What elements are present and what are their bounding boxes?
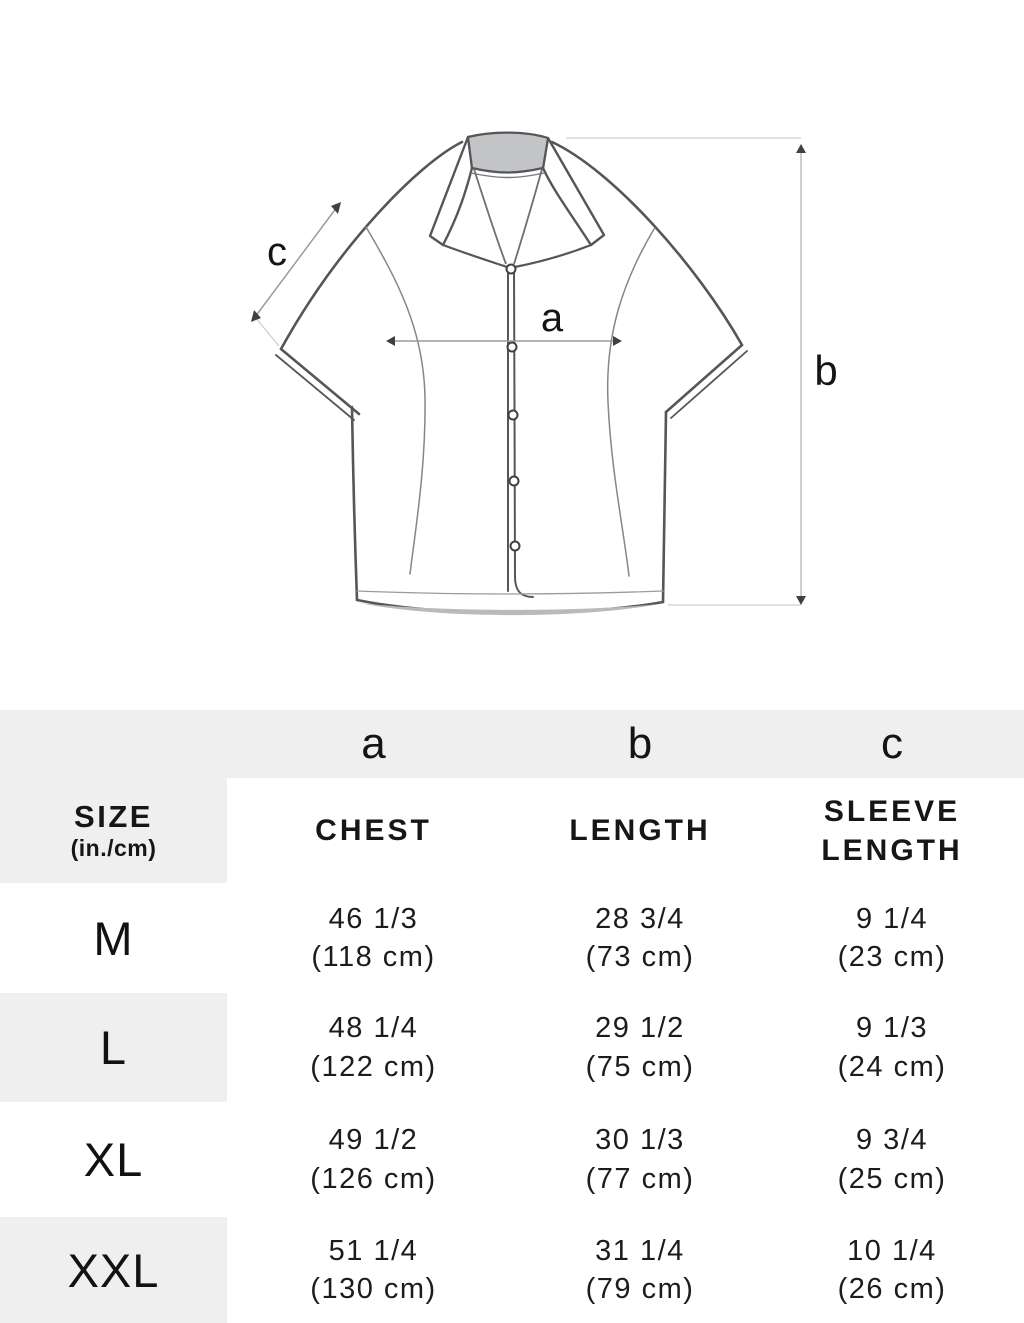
collar-stand-seam [471, 173, 544, 178]
chest-header-cell [227, 778, 520, 883]
sleeve-cm: (24 cm) [837, 1050, 947, 1083]
chest-inches: 48 1/4 [328, 1012, 419, 1045]
chest-cm: (130 cm) [310, 1273, 437, 1305]
left-armhole-seam [366, 227, 425, 574]
button-1 [507, 265, 516, 274]
length-inches: 28 3/4 [595, 902, 685, 935]
diagram-label-b: b [814, 347, 838, 394]
button-2 [508, 343, 517, 352]
size-header-unit: (in./cm) [70, 834, 157, 861]
sleeve-cm: (23 cm) [837, 941, 947, 973]
sleeve-inches: 9 1/3 [856, 1012, 928, 1045]
table-row-xxl [0, 1217, 1024, 1323]
size-cell [0, 883, 227, 993]
chest-cell [227, 883, 520, 993]
length-header-label: LENGTH [569, 814, 711, 847]
chest-cm: (126 cm) [310, 1162, 437, 1195]
sleeve-inches: 9 3/4 [856, 1124, 928, 1157]
sleeve-header-label: SLEEVE LENGTH [821, 794, 963, 867]
sleeve-extension-line [255, 317, 279, 346]
sleeve-cell [760, 883, 1024, 993]
chest-inches: 49 1/2 [328, 1124, 419, 1157]
right-sleeve-cuff [666, 345, 742, 412]
hem-shadow [359, 603, 660, 615]
measure-b-arrow-bottom [796, 596, 806, 605]
size-label: L [99, 1021, 128, 1074]
size-header-cell [0, 778, 227, 883]
measure-b-arrow-top [796, 144, 806, 153]
table-row-xl [0, 1102, 1024, 1217]
table-row-l [0, 993, 1024, 1102]
length-inches: 30 1/3 [595, 1124, 685, 1157]
letter-header-empty [0, 710, 227, 778]
size-header-title: SIZE [74, 798, 153, 834]
length-cell [520, 1102, 760, 1217]
size-cell [0, 1217, 227, 1323]
collar-band [468, 133, 548, 173]
chest-inches: 51 1/4 [328, 1234, 419, 1267]
button-5 [511, 542, 520, 551]
size-label: XL [83, 1133, 144, 1186]
column-header-row [0, 778, 1024, 883]
button-3 [509, 411, 518, 420]
right-sleeve-outer-edge [552, 142, 742, 345]
measure-a-arrow-left [386, 336, 395, 346]
button-4 [510, 477, 519, 486]
left-body-edge [352, 407, 357, 600]
chest-cell [227, 993, 520, 1102]
length-header-cell [520, 778, 760, 883]
chest-header-label: CHEST [315, 814, 432, 847]
length-cm: (77 cm) [585, 1162, 695, 1195]
size-cell [0, 1102, 227, 1217]
left-neckline [474, 169, 506, 264]
length-cell [520, 1217, 760, 1323]
left-sleeve-cuff-hem [276, 355, 354, 420]
right-neckline [514, 169, 542, 264]
left-collar-flap [430, 137, 472, 245]
table-row-m [0, 883, 1024, 993]
size-chart-table [0, 710, 1024, 1323]
sleeve-header-cell [760, 778, 1024, 883]
size-label: XXL [67, 1243, 160, 1297]
right-body-edge [663, 412, 666, 602]
size-cell [0, 993, 227, 1102]
measure-a-arrow-right [613, 336, 622, 346]
length-cell [520, 883, 760, 993]
collar [430, 133, 604, 267]
chest-cell [227, 1217, 520, 1323]
sleeve-inches: 10 1/4 [847, 1234, 937, 1267]
sleeve-inches: 9 1/4 [856, 902, 928, 935]
right-armhole-seam [608, 229, 654, 576]
chest-cm: (122 cm) [310, 1050, 437, 1083]
length-cell [520, 993, 760, 1102]
sleeve-cm: (25 cm) [837, 1162, 947, 1195]
chest-cell [227, 1102, 520, 1217]
right-sleeve-cuff-hem [671, 351, 747, 418]
length-inches: 29 1/2 [595, 1012, 685, 1045]
length-inches: 31 1/4 [595, 1234, 685, 1267]
chest-cm: (118 cm) [311, 941, 436, 973]
letter-header-a: a [361, 719, 386, 768]
sleeve-cell [760, 993, 1024, 1102]
length-cm: (75 cm) [585, 1050, 695, 1083]
length-cm: (79 cm) [585, 1273, 695, 1305]
sleeve-cell [760, 1217, 1024, 1323]
chest-inches: 46 1/3 [328, 902, 419, 935]
left-lapel-edge [443, 245, 507, 267]
right-lapel-edge [515, 245, 591, 267]
letter-header-row [0, 710, 1024, 778]
sleeve-cell [760, 1102, 1024, 1217]
diagram-label-a: a [540, 296, 564, 340]
size-label: M [93, 911, 134, 965]
diagram-label-c: c [267, 230, 287, 274]
letter-header-c: c [881, 719, 903, 768]
sleeve-cm: (26 cm) [837, 1273, 947, 1305]
length-cm: (73 cm) [585, 941, 695, 973]
letter-header-b: b [627, 719, 653, 768]
hem-stitch-line [357, 591, 663, 594]
left-sleeve-cuff [281, 349, 359, 414]
